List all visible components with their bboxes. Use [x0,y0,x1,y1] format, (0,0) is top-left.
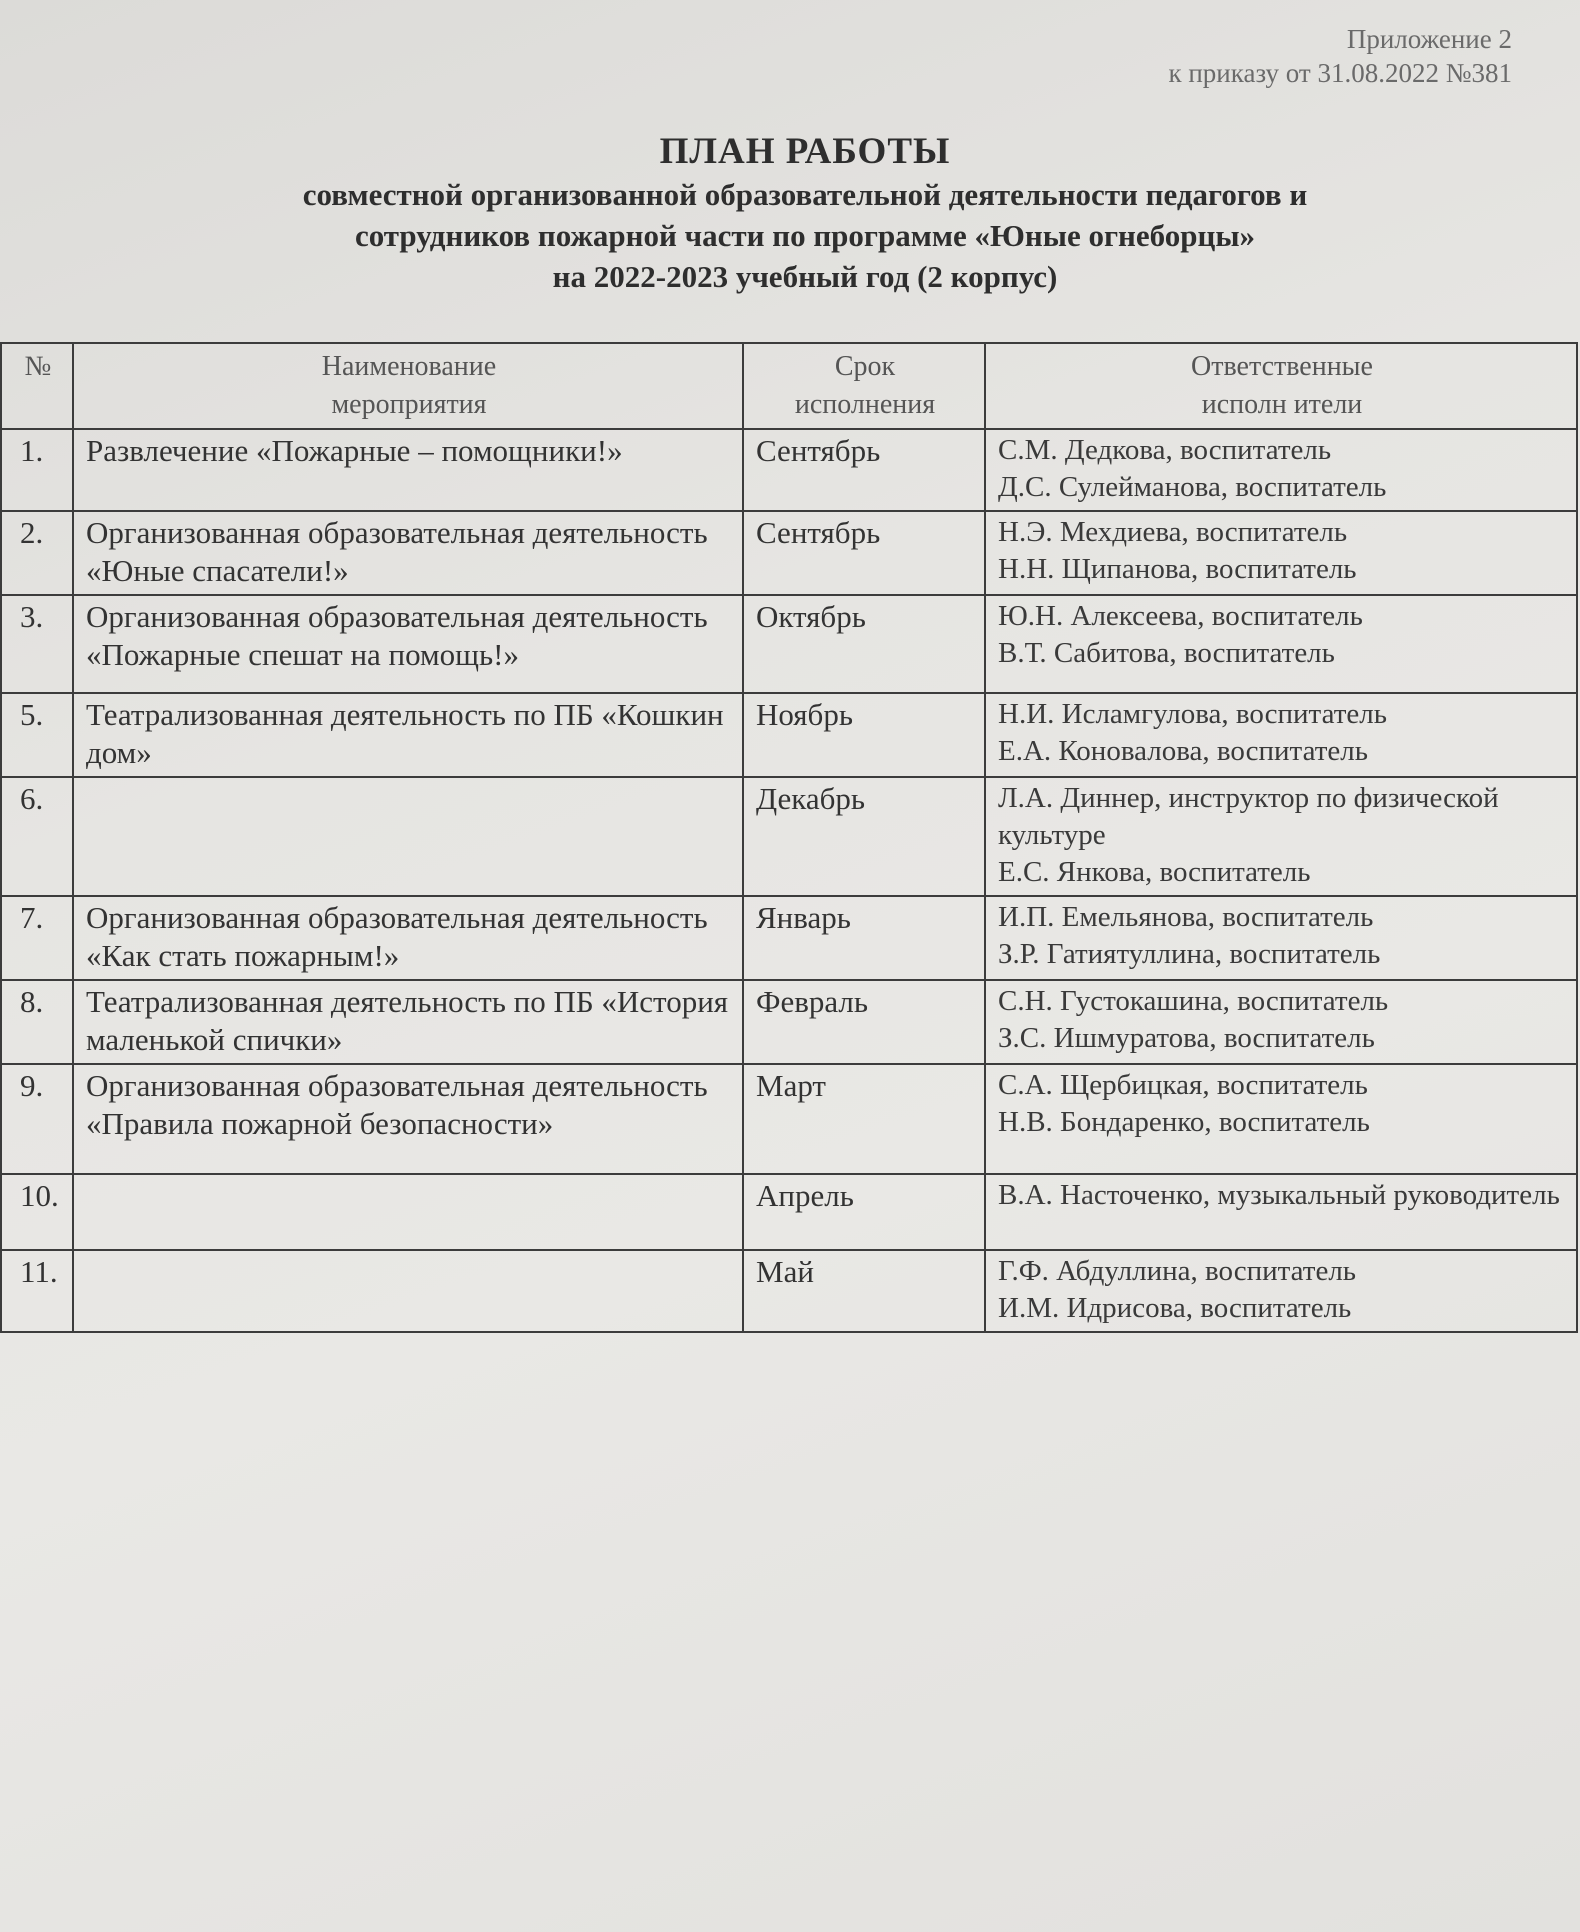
row-number: 1. [1,429,73,511]
header-num-label: № [24,351,52,382]
event-term: Декабрь [743,777,985,896]
responsible-list [985,693,1577,777]
responsible-person: И.М. Идрисова, воспитатель [998,1292,1352,1324]
responsible-list [985,1174,1577,1250]
title-line-2: совместной организованной образовательной деятельности педагогов и [302,177,1308,212]
appendix-header [1168,22,1512,90]
table-row [1,1064,1577,1174]
plan-table [0,342,1578,1333]
header-name-line1: Наименование [321,351,497,382]
event-term: Сентябрь [743,429,985,511]
event-name [73,1250,743,1332]
row-number: 2. [1,511,73,595]
responsible-person: З.С. Ишмуратова, воспитатель [998,1022,1375,1054]
responsible-person: Г.Ф. Абдуллина, воспитатель [998,1255,1357,1287]
table-header-row [1,343,1577,429]
document-title [80,130,1530,297]
event-term: Октябрь [743,595,985,693]
header-responsible [985,343,1577,429]
header-name [73,343,743,429]
responsible-person: С.А. Щербицкая, воспитатель [998,1069,1368,1101]
responsible-person: Н.В. Бондаренко, воспитатель [998,1106,1370,1138]
event-name: Организованная образовательная деятельность «Правила пожарной безопасности» [73,1064,743,1174]
responsible-list [985,777,1577,896]
table-row [1,693,1577,777]
table-row [1,511,1577,595]
title-line-3: сотрудников пожарной части по программе «Юные огнеборцы» [354,218,1256,253]
event-name: Организованная образовательная деятельность «Юные спасатели!» [73,511,743,595]
table-row [1,980,1577,1064]
responsible-person: Н.Э. Мехдиева, воспитатель [998,516,1348,548]
event-term: Сентябрь [743,511,985,595]
event-name: Организованная образовательная деятельность «Как стать пожарным!» [73,896,743,980]
table-row [1,777,1577,896]
row-number: 7. [1,896,73,980]
responsible-list [985,511,1577,595]
row-number: 6. [1,777,73,896]
row-number: 5. [1,693,73,777]
row-number: 9. [1,1064,73,1174]
responsible-list [985,1064,1577,1174]
responsible-person: Н.И. Исламгулова, воспитатель [998,698,1387,730]
header-resp-line1: Ответственные [1191,351,1373,382]
event-term: Январь [743,896,985,980]
title-main: ПЛАН РАБОТЫ [659,131,951,172]
responsible-person: С.М. Дедкова, воспитатель [998,434,1332,466]
row-number: 3. [1,595,73,693]
table-row [1,1174,1577,1250]
responsible-person: Д.С. Сулейманова, воспитатель [998,471,1387,503]
responsible-list [985,595,1577,693]
plan-table-body [1,429,1577,1332]
order-reference: к приказу от 31.08.2022 №381 [1168,58,1512,88]
event-name [73,1174,743,1250]
responsible-person: Н.Н. Щипанова, воспитатель [998,553,1357,585]
header-name-line2: мероприятия [331,389,487,420]
table-row [1,896,1577,980]
responsible-list [985,429,1577,511]
event-term: Апрель [743,1174,985,1250]
header-resp-line2: исполн ители [1201,389,1363,420]
event-name: Развлечение «Пожарные – помощники!» [73,429,743,511]
title-line-4: на 2022-2023 учебный год (2 корпус) [552,259,1058,294]
event-name: Театрализованная деятельность по ПБ «История маленькой спички» [73,980,743,1064]
event-name: Театрализованная деятельность по ПБ «Кошкин дом» [73,693,743,777]
responsible-person: З.Р. Гатиятуллина, воспитатель [998,938,1381,970]
responsible-person: Ю.Н. Алексеева, воспитатель [998,600,1363,632]
responsible-list [985,980,1577,1064]
row-number: 11. [1,1250,73,1332]
responsible-list [985,896,1577,980]
table-row [1,429,1577,511]
event-term: Ноябрь [743,693,985,777]
responsible-person: Е.С. Янкова, воспитатель [998,856,1311,888]
event-term: Февраль [743,980,985,1064]
event-term: Март [743,1064,985,1174]
header-term-line2: исполнения [794,389,936,420]
row-number: 8. [1,980,73,1064]
appendix-label: Приложение 2 [1346,24,1512,54]
header-term [743,343,985,429]
responsible-person: В.А. Насточенко, музыкальный руководитель [998,1179,1560,1211]
header-num [1,343,73,429]
event-name [73,777,743,896]
event-term: Май [743,1250,985,1332]
responsible-list [985,1250,1577,1332]
header-term-line1: Срок [834,351,896,382]
responsible-person: Е.А. Коновалова, воспитатель [998,735,1368,767]
responsible-person: И.П. Емельянова, воспитатель [998,901,1374,933]
event-name: Организованная образовательная деятельность «Пожарные спешат на помощь!» [73,595,743,693]
responsible-person: В.Т. Сабитова, воспитатель [998,637,1335,669]
table-row [1,1250,1577,1332]
row-number: 10. [1,1174,73,1250]
table-row [1,595,1577,693]
responsible-person: Л.А. Диннер, инструктор по физической культуре [998,782,1499,851]
responsible-person: С.Н. Густокашина, воспитатель [998,985,1389,1017]
